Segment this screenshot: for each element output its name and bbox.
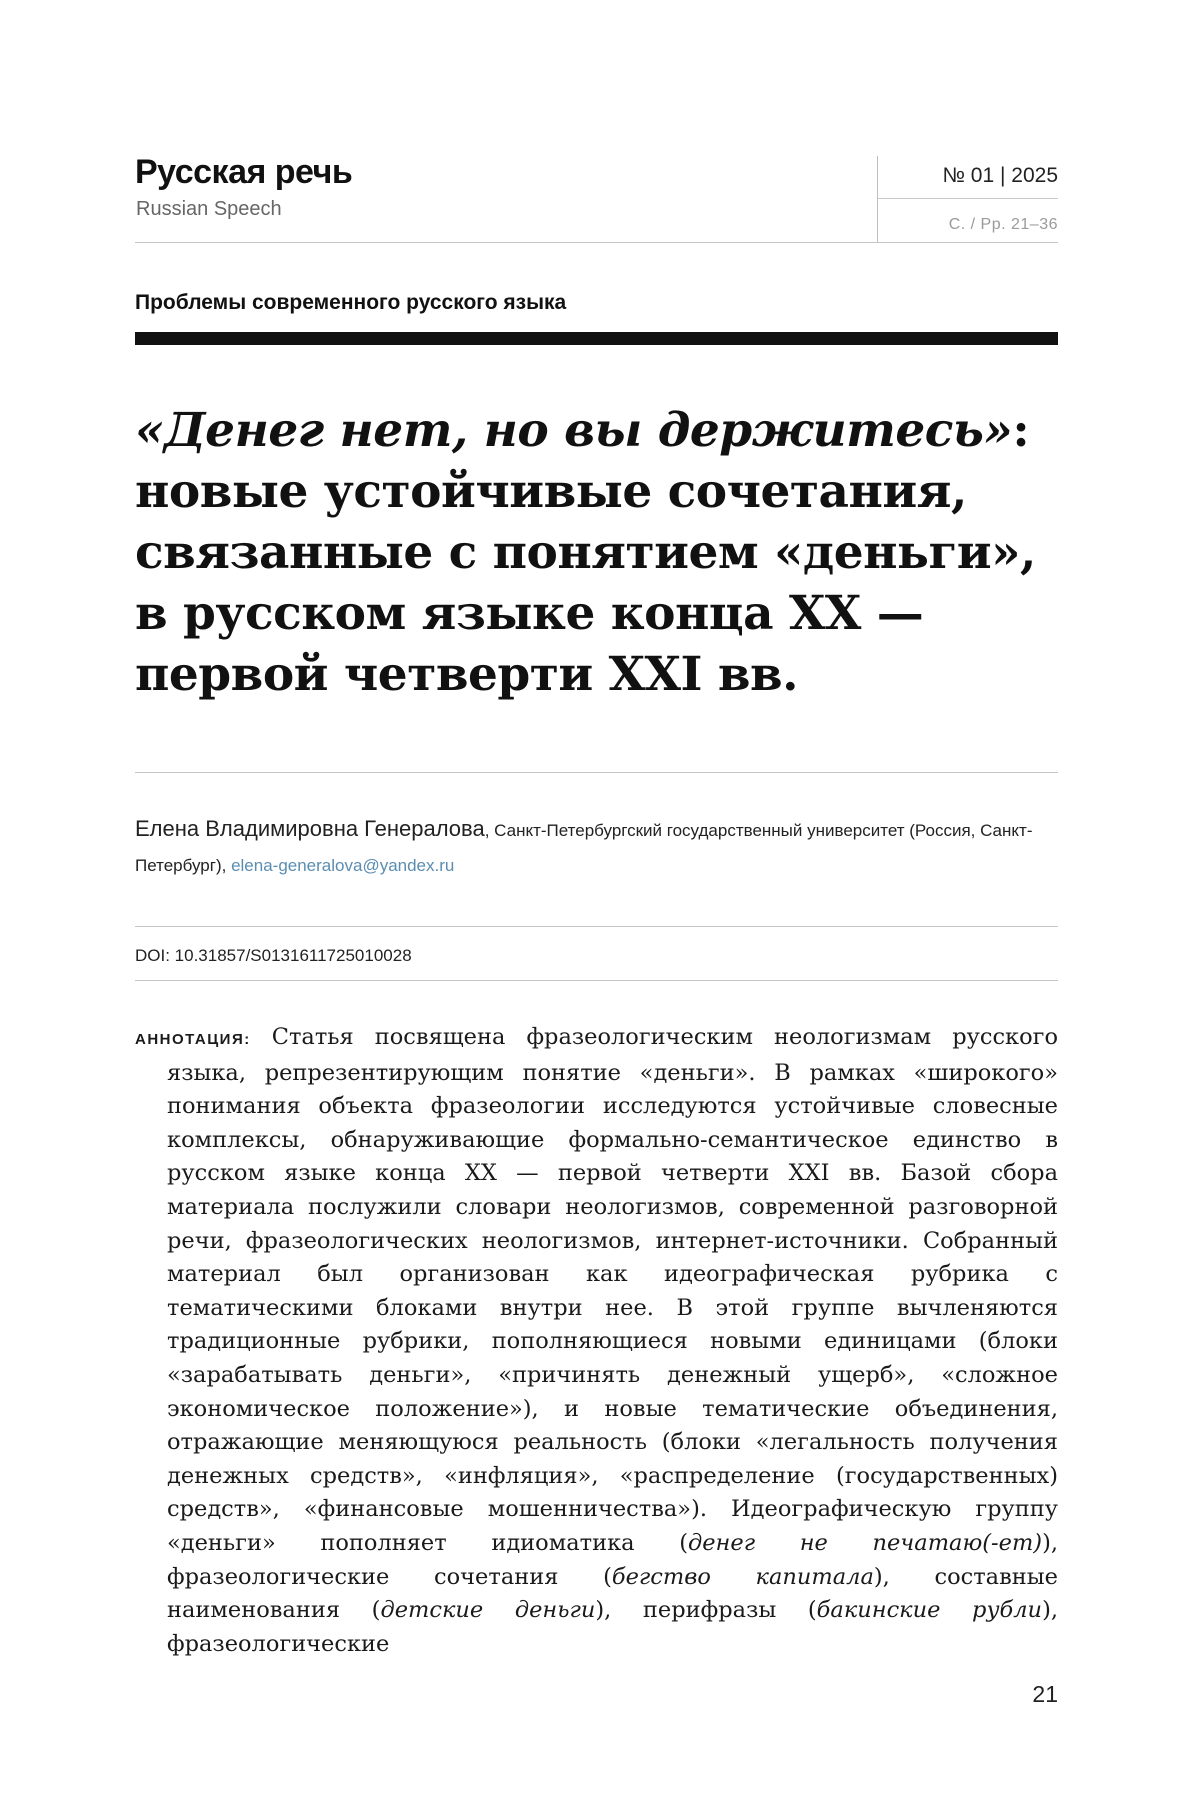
journal-subtitle: Russian Speech	[136, 198, 282, 220]
abstract-example-3: детские деньги	[380, 1597, 596, 1624]
article-title	[135, 400, 1058, 705]
abstract-text-3: ), составные наименования (	[167, 1563, 1058, 1624]
abstract-text-2: ), фразеологические сочетания (	[167, 1529, 1058, 1590]
journal-title: Русская речь	[135, 153, 353, 191]
abstract	[135, 1021, 1058, 1661]
abstract-example-1: денег не печатаю(-ет)	[687, 1529, 1043, 1556]
abstract-label: АННОТАЦИЯ:	[135, 1031, 251, 1048]
abstract-text-4: ), перифразы (	[595, 1597, 817, 1624]
author-email-link[interactable]: elena-generalova@yandex.ru	[231, 856, 455, 875]
section-rule	[135, 332, 1058, 345]
abstract-example-4: бакинские рубли	[816, 1597, 1043, 1624]
doi-rule-top	[135, 926, 1058, 927]
issue-divider	[877, 198, 1058, 199]
article-title-quote: «Денег нет, но вы держитесь»	[135, 403, 1013, 458]
doi: DOI: 10.31857/S0131611725010028	[135, 946, 412, 965]
author-name: Елена Владимировна Генералова	[135, 816, 485, 841]
header-rule	[135, 242, 1058, 243]
article-title-rest: : новые устойчивые сочетания, связанные с понятием «деньги», в русском языке конца XX — первой четверти XXI вв.	[135, 403, 1036, 702]
abstract-text-1: Статья посвящена фразеологическим неологизмам русского языка, репрезентирующим понятие «деньги». В рамках «широкого» понимания объекта фразеологии исследуются устойчивые словесные комплексы, обнаруживающие формально-семантическое единство в русском языке конца XX — первой четверти XXI вв. Базой сбора материала послужили словари неологизмов, современной разговорной речи, фразеологических неологизмов, интернет-источники. Собранный материал был организован как идеографическая рубрика с тематическими блоками внутри нее. В этой группе вычленяются традиционные рубрики, пополняющиеся новыми единицами (блоки «зарабатывать деньги», «причинять денежный ущерб», «сложное экономическое положение»), и новые тематические объединения, отражающие меняющуюся реальность (блоки «легальность получения денежных средств», «инфляция», «распределение (государственных) средств», «финансовые мошенничества»). Идеографическую группу «деньги» пополняет идиоматика (	[167, 1024, 1058, 1556]
author-affiliation: , Санкт-Петербургский государственный университет (Россия, Санкт-Петербург),	[135, 821, 1033, 875]
issue-number: № 01 | 2025	[942, 164, 1058, 187]
title-rule	[135, 772, 1058, 773]
author-block	[135, 812, 1058, 883]
page-number: 21	[1032, 1681, 1058, 1707]
abstract-example-2: бегство капитала	[611, 1563, 874, 1590]
page-range: С. / Pp. 21–36	[948, 216, 1058, 233]
section-heading: Проблемы современного русского языка	[135, 291, 567, 314]
doi-rule-bottom	[135, 980, 1058, 981]
abstract-text-5: ), фразеологические	[167, 1597, 1058, 1657]
